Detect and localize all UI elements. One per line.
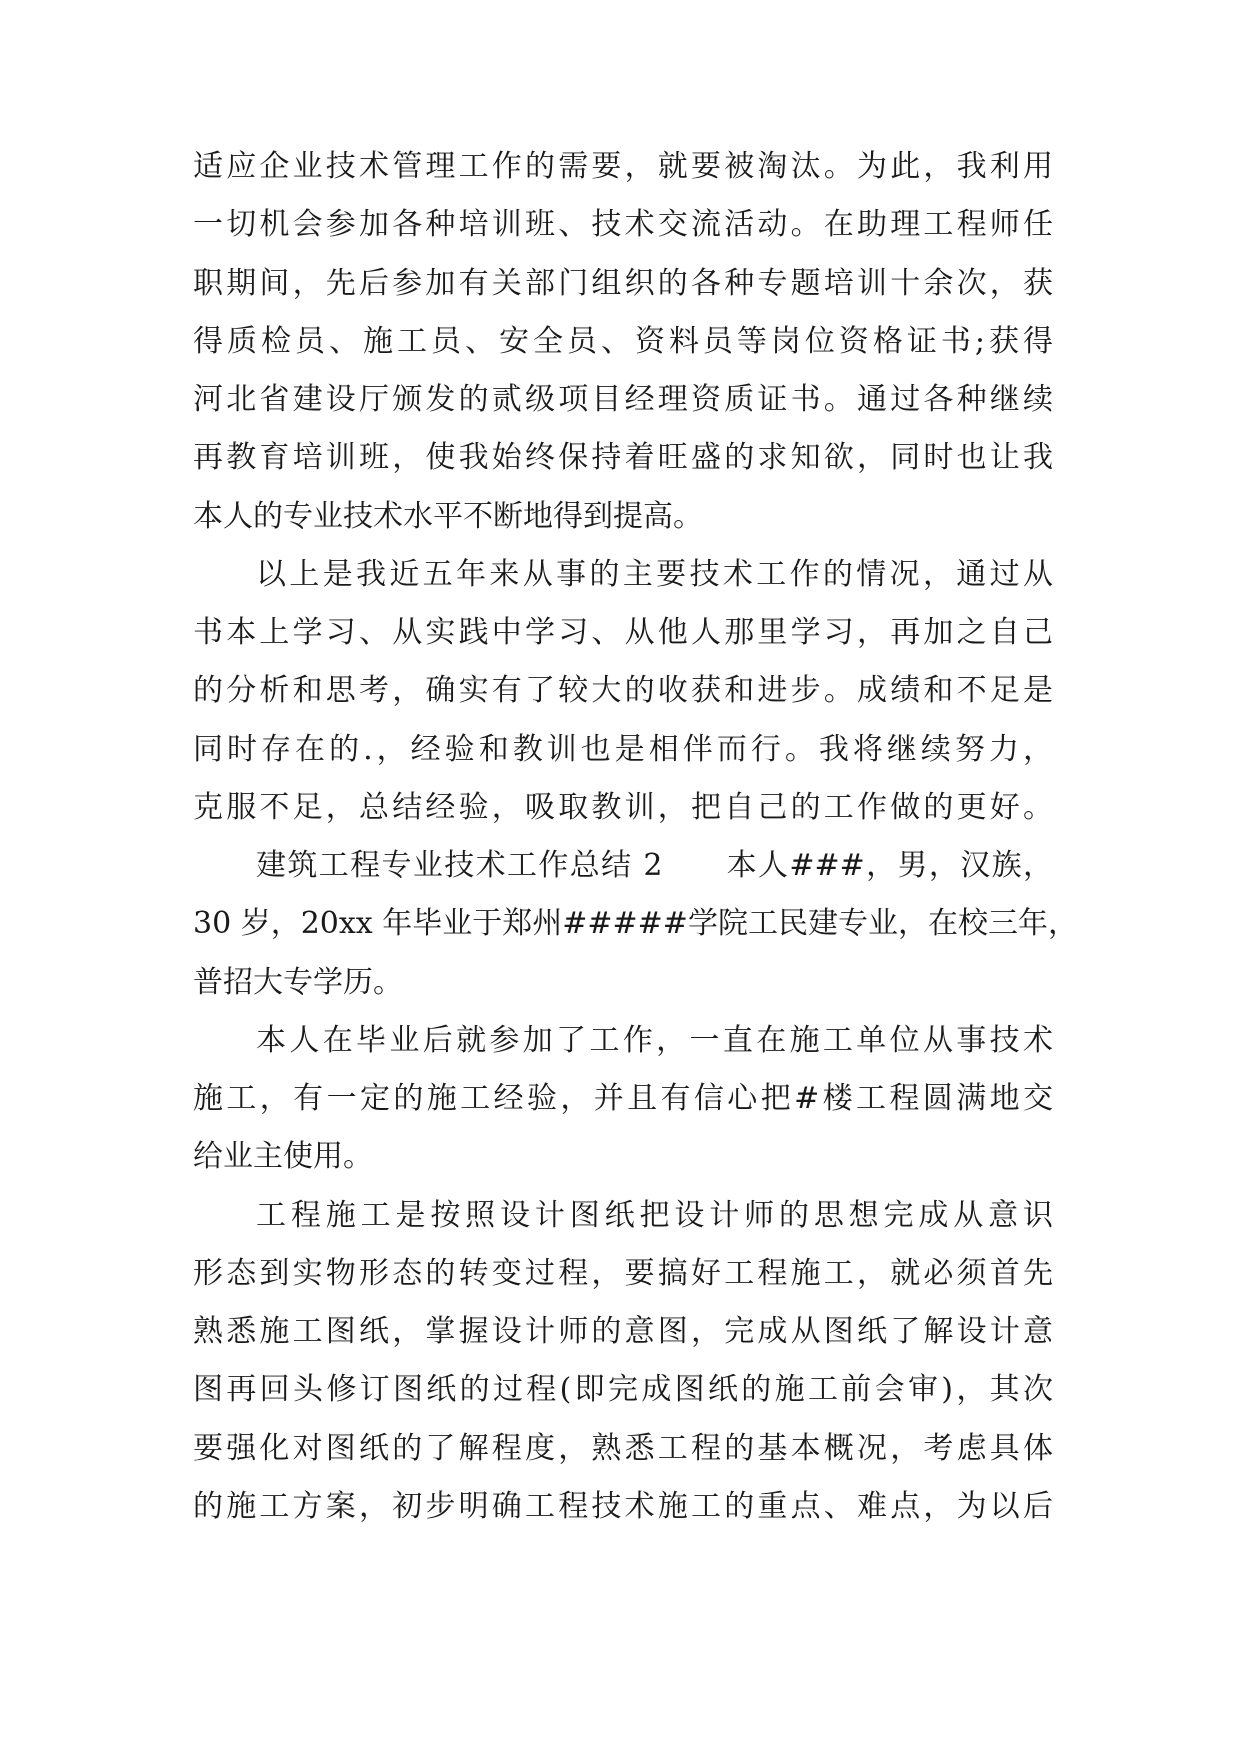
- text-line-11: 同时存在的.，经验和教训也是相伴而行。我将继续努力，: [193, 732, 1053, 767]
- text-line-3: 职期间，先后参加有关部门组织的各种专题培训十余次，获: [193, 266, 1053, 301]
- text-line-6: 再教育培训班，使我始终保持着旺盛的求知欲，同时也让我: [193, 440, 1053, 475]
- text-line-9: 书本上学习、从实践中学习、从他人那里学习，再加之自己: [193, 615, 1053, 650]
- text-line-24: 的施工方案，初步明确工程技术施工的重点、难点，为以后: [193, 1489, 1053, 1524]
- text-line-13: 建筑工程专业技术工作总结 2 本人###，男，汉族，: [256, 848, 1053, 883]
- text-line-7: 本人的专业技术水平不断地得到提高。: [193, 499, 703, 534]
- text-line-18: 给业主使用。: [193, 1139, 373, 1174]
- text-line-17: 施工，有一定的施工经验，并且有信心把#楼工程圆满地交: [193, 1081, 1053, 1116]
- text-line-12: 克服不足，总结经验，吸取教训，把自己的工作做的更好。: [193, 790, 1053, 825]
- text-line-2: 一切机会参加各种培训班、技术交流活动。在助理工程师任: [193, 207, 1053, 242]
- text-line-1: 适应企业技术管理工作的需要，就要被淘汰。为此，我利用: [193, 149, 1053, 184]
- text-line-4: 得质检员、施工员、安全员、资料员等岗位资格证书;获得: [193, 324, 1053, 359]
- text-line-14: 30 岁，20xx 年毕业于郑州#####学院工民建专业，在校三年，: [193, 906, 1078, 941]
- text-line-23: 要强化对图纸的了解程度，熟悉工程的基本概况，考虑具体: [193, 1431, 1053, 1466]
- text-line-19: 工程施工是按照设计图纸把设计师的思想完成从意识: [256, 1198, 1053, 1233]
- text-line-8: 以上是我近五年来从事的主要技术工作的情况，通过从: [256, 557, 1053, 592]
- text-line-15: 普招大专学历。: [193, 965, 403, 1000]
- text-line-16: 本人在毕业后就参加了工作，一直在施工单位从事技术: [256, 1023, 1053, 1058]
- text-line-21: 熟悉施工图纸，掌握设计师的意图，完成从图纸了解设计意: [193, 1314, 1053, 1349]
- text-line-20: 形态到实物形态的转变过程，要搞好工程施工，就必须首先: [193, 1256, 1053, 1291]
- text-line-10: 的分析和思考，确实有了较大的收获和进步。成绩和不足是: [193, 673, 1053, 708]
- text-line-5: 河北省建设厅颁发的贰级项目经理资质证书。通过各种继续: [193, 382, 1053, 417]
- text-line-22: 图再回头修订图纸的过程(即完成图纸的施工前会审)，其次: [193, 1372, 1053, 1407]
